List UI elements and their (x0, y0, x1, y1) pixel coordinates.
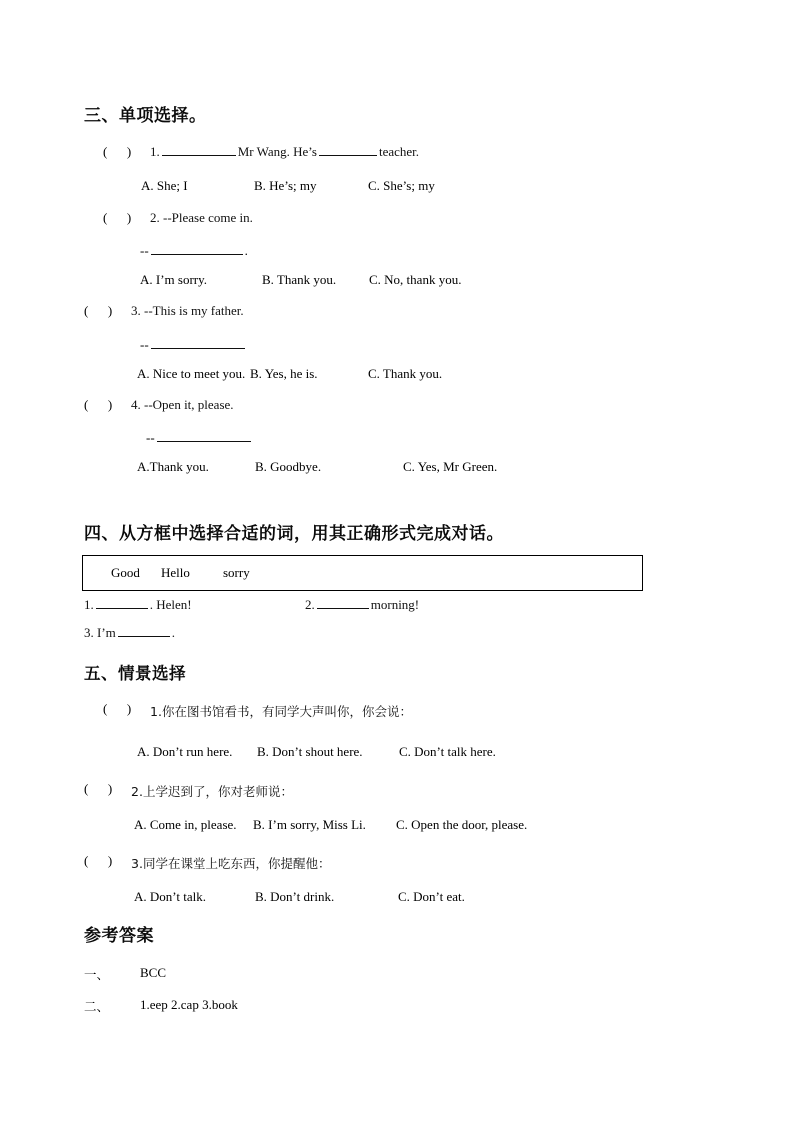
word-bank-item-hello[interactable]: Hello (161, 565, 190, 580)
option-s5-q2-b[interactable]: B. I’m sorry, Miss Li. (253, 817, 366, 832)
question-s3-q1-stem (150, 144, 419, 160)
q-prompt: 上学迟到了，你对老师说： (142, 784, 293, 799)
answer-key-row-1-value: BCC (140, 965, 167, 980)
blank-field[interactable] (151, 337, 245, 349)
option-s5-q3-c[interactable]: C. Don’t eat. (398, 889, 465, 904)
question-s3-q4-stem (131, 397, 234, 413)
question-s5-q2-stem (131, 782, 293, 800)
option-s5-q1-b[interactable]: B. Don’t shout here. (257, 744, 363, 759)
answer-paren-s3-q4[interactable]: ( ) (84, 397, 113, 412)
option-s3-q1-a[interactable]: A. She; I (141, 178, 188, 193)
option-s3-q1-b[interactable]: B. He’s; my (254, 178, 317, 193)
option-s5-q2-c[interactable]: C. Open the door, please. (396, 817, 528, 832)
option-s3-q3-b[interactable]: B. Yes, he is. (250, 366, 318, 381)
answer-key-row-2-value: 1.eep 2.cap 3.book (140, 997, 238, 1012)
q-number: 3. (131, 303, 141, 318)
item-number: 1. (84, 597, 94, 613)
question-s3-q3-stem (131, 303, 244, 319)
option-s5-q1-a[interactable]: A. Don’t run here. (137, 744, 233, 759)
answer-paren-s3-q2[interactable]: ( ) (103, 210, 132, 225)
question-s5-q3-stem (131, 854, 330, 872)
section-5-heading: 五、情景选择 (84, 664, 186, 683)
q-number: 3. (131, 856, 143, 871)
option-s5-q3-b[interactable]: B. Don’t drink. (255, 889, 335, 904)
blank-field[interactable] (319, 144, 377, 156)
option-s3-q2-a[interactable]: A. I’m sorry. (140, 272, 208, 287)
q-number: 2. (131, 784, 143, 799)
option-s3-q2-b[interactable]: B. Thank you. (262, 272, 337, 287)
blank-field[interactable] (151, 243, 243, 255)
q-prompt: --Please come in. (163, 210, 253, 225)
q-prompt: --Open it, please. (144, 397, 234, 412)
answer-key-row-2-number: 二、 (84, 999, 110, 1014)
item-before: 3. I’m (84, 625, 116, 641)
q-stem-after: teacher. (378, 144, 420, 160)
answer-key-heading: 参考答案 (84, 926, 154, 946)
option-s5-q3-a[interactable]: A. Don’t talk. (134, 889, 206, 904)
answer-paren-s3-q3[interactable]: ( ) (84, 303, 113, 318)
q-prompt: 你在图书馆看书，有同学大声叫你，你会说： (161, 704, 412, 719)
fill-item-s4-2 (305, 597, 419, 613)
fill-item-s4-1 (84, 597, 192, 613)
dash-mark: -- (140, 337, 149, 353)
fill-item-s4-3 (84, 625, 175, 641)
item-after: . Helen! (149, 597, 192, 613)
dash-mark: -- (140, 243, 149, 259)
answer-paren-s5-q2[interactable]: ( ) (84, 781, 113, 796)
reply-tail: . (244, 243, 248, 259)
item-number: 2. (305, 597, 315, 613)
blank-field[interactable] (118, 625, 170, 637)
option-s3-q3-c[interactable]: C. Thank you. (368, 366, 443, 381)
option-s5-q2-a[interactable]: A. Come in, please. (134, 817, 237, 832)
reply-line-s3-q3 (140, 337, 247, 353)
question-s3-q2-stem (150, 210, 253, 226)
reply-line-s3-q2 (140, 243, 248, 259)
answer-paren-s3-q1[interactable]: ( ) (103, 144, 132, 159)
section-4-heading: 四、从方框中选择合适的词，用其正确形式完成对话。 (84, 524, 504, 544)
q-number: 2. (150, 210, 160, 225)
q-prompt: --This is my father. (144, 303, 244, 318)
option-s3-q1-c[interactable]: C. She’s; my (368, 178, 435, 193)
section-3-heading: 三、单项选择。 (84, 106, 207, 126)
blank-field[interactable] (157, 430, 251, 442)
reply-line-s3-q4 (146, 430, 253, 446)
q-prompt: 同学在课堂上吃东西，你提醒他： (142, 856, 331, 871)
item-after: . (171, 625, 176, 641)
answer-key-row-1-number: 一、 (84, 967, 110, 982)
q-number: 1. (150, 144, 160, 160)
option-s3-q2-c[interactable]: C. No, thank you. (369, 272, 462, 287)
option-s3-q4-b[interactable]: B. Goodbye. (255, 459, 322, 474)
option-s3-q4-c[interactable]: C. Yes, Mr Green. (403, 459, 498, 474)
q-number: 1. (150, 704, 162, 719)
blank-field[interactable] (317, 597, 369, 609)
q-stem-mid: Mr Wang. He’s (237, 144, 317, 160)
question-s5-q1-stem (150, 702, 412, 720)
q-number: 4. (131, 397, 141, 412)
word-bank-item-good[interactable]: Good (111, 565, 140, 580)
item-after: morning! (370, 597, 420, 613)
dash-mark: -- (146, 430, 155, 446)
blank-field[interactable] (96, 597, 148, 609)
word-bank-box (82, 555, 643, 591)
option-s3-q3-a[interactable]: A. Nice to meet you. (137, 366, 246, 381)
answer-paren-s5-q1[interactable]: ( ) (103, 701, 132, 716)
option-s3-q4-a[interactable]: A.Thank you. (137, 459, 209, 474)
option-s5-q1-c[interactable]: C. Don’t talk here. (399, 744, 496, 759)
answer-paren-s5-q3[interactable]: ( ) (84, 853, 113, 868)
blank-field[interactable] (162, 144, 236, 156)
word-bank-item-sorry[interactable]: sorry (223, 565, 250, 580)
